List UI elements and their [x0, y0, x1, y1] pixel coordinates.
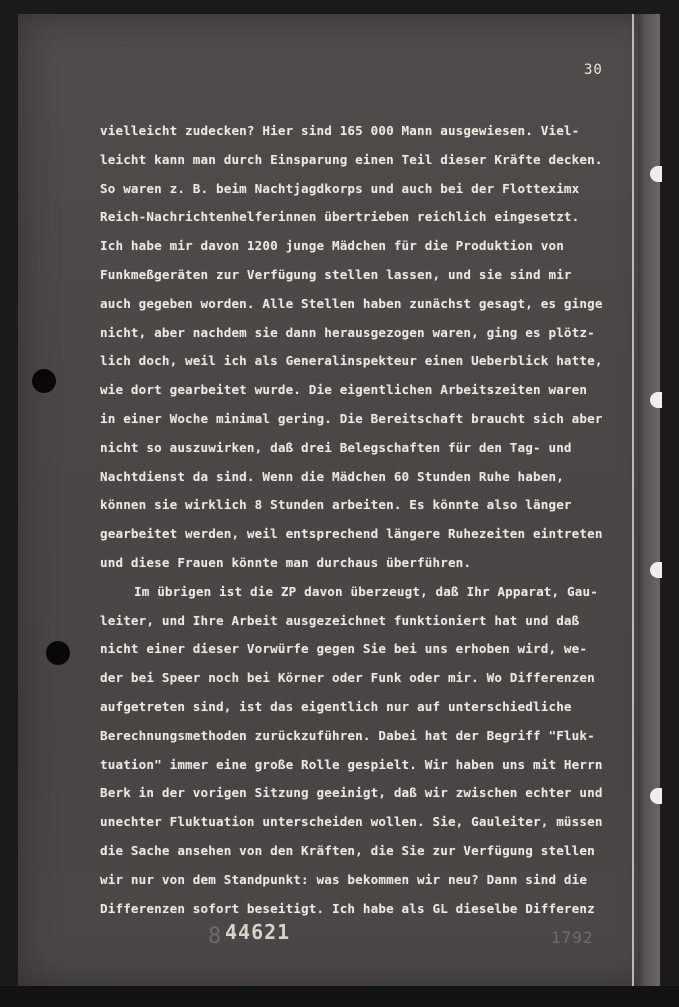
text-line: gearbeitet werden, weil entsprechend längere Ruhezeiten eintreten [100, 526, 603, 542]
text-line: lich doch, weil ich als Generalinspekteur einen Ueberblick hatte, [100, 353, 603, 369]
page-edge [638, 14, 660, 986]
text-line: in einer Woche minimal gering. Die Bereitschaft braucht sich aber [100, 410, 603, 426]
typed-text-body [100, 117, 640, 923]
document-page [18, 14, 660, 986]
text-line: und diese Frauen könnte man durchaus überführen. [100, 554, 472, 570]
stamp-prefix: 8 [208, 924, 222, 949]
binder-notch [650, 788, 662, 804]
text-line: nicht einer dieser Vorwürfe gegen Sie bei uns erhoben wird, we- [100, 641, 588, 657]
text-line: leicht kann man durch Einsparung einen Teil dieser Kräfte decken. [100, 151, 603, 167]
punch-hole-lower [46, 641, 70, 665]
text-line: wie dort gearbeitet wurde. Die eigentlichen Arbeitszeiten waren [100, 382, 588, 398]
archive-number: 1792 [551, 928, 594, 947]
page-number: 30 [584, 62, 603, 78]
text-line: Berechnungsmethoden zurückzuführen. Dabei hat der Begriff "Fluk- [100, 727, 595, 743]
text-line: auch gegeben worden. Alle Stellen haben zunächst gesagt, es ginge [100, 295, 603, 311]
text-line: Berk in der vorigen Sitzung geeinigt, daß wir zwischen echter und [100, 785, 603, 801]
text-line: Nachtdienst da sind. Wenn die Mädchen 60 Stunden Ruhe haben, [100, 468, 564, 484]
text-line: wir nur von dem Standpunkt: was bekommen wir neu? Dann sind die [100, 871, 588, 887]
text-line: Reich-Nachrichtenhelferinnen übertrieben reichlich eingesetzt. [100, 209, 580, 225]
text-line: leiter, und Ihre Arbeit ausgezeichnet funktioniert hat und daß [100, 612, 580, 628]
text-line: aufgetreten sind, ist das eigentlich nur auf unterschiedliche [100, 698, 572, 714]
text-line: können sie wirklich 8 Stunden arbeiten. Es könnte also länger [100, 497, 572, 513]
binder-notch [650, 166, 662, 182]
text-line: Funkmeßgeräten zur Verfügung stellen lassen, und sie sind mir [100, 266, 572, 282]
text-line: nicht, aber nachdem sie dann herausgezogen waren, ging es plötz- [100, 324, 595, 340]
text-line: der bei Speer noch bei Körner oder Funk oder mir. Wo Differenzen [100, 670, 595, 686]
stamp-number: 44621 [225, 920, 291, 944]
binder-notch [650, 392, 662, 408]
text-line: vielleicht zudecken? Hier sind 165 000 Mann ausgewiesen. Viel- [100, 123, 580, 138]
text-line: unechter Fluktuation unterscheiden wollen. Sie, Gauleiter, müssen [100, 814, 603, 830]
text-line: tuation" immer eine große Rolle gespielt. Wir haben uns mit Herrn [100, 756, 603, 772]
photo-bottom-border [0, 986, 679, 1007]
text-line: So waren z. B. beim Nachtjagdkorps und auch bei der Flotteximx [100, 180, 580, 196]
text-line: Differenzen sofort beseitigt. Ich habe als GL dieselbe Differenz [100, 900, 595, 916]
paragraph-start-line: Im übrigen ist die ZP davon überzeugt, daß Ihr Apparat, Gau- [134, 583, 598, 599]
text-line: nicht so auszuwirken, daß drei Belegschaften für den Tag- und [100, 439, 572, 455]
binder-notch [650, 562, 662, 578]
punch-hole-upper [32, 369, 56, 393]
text-line: Ich habe mir davon 1200 junge Mädchen für die Produktion von [100, 238, 564, 254]
text-line: die Sache ansehen von den Kräften, die Sie zur Verfügung stellen [100, 842, 595, 858]
